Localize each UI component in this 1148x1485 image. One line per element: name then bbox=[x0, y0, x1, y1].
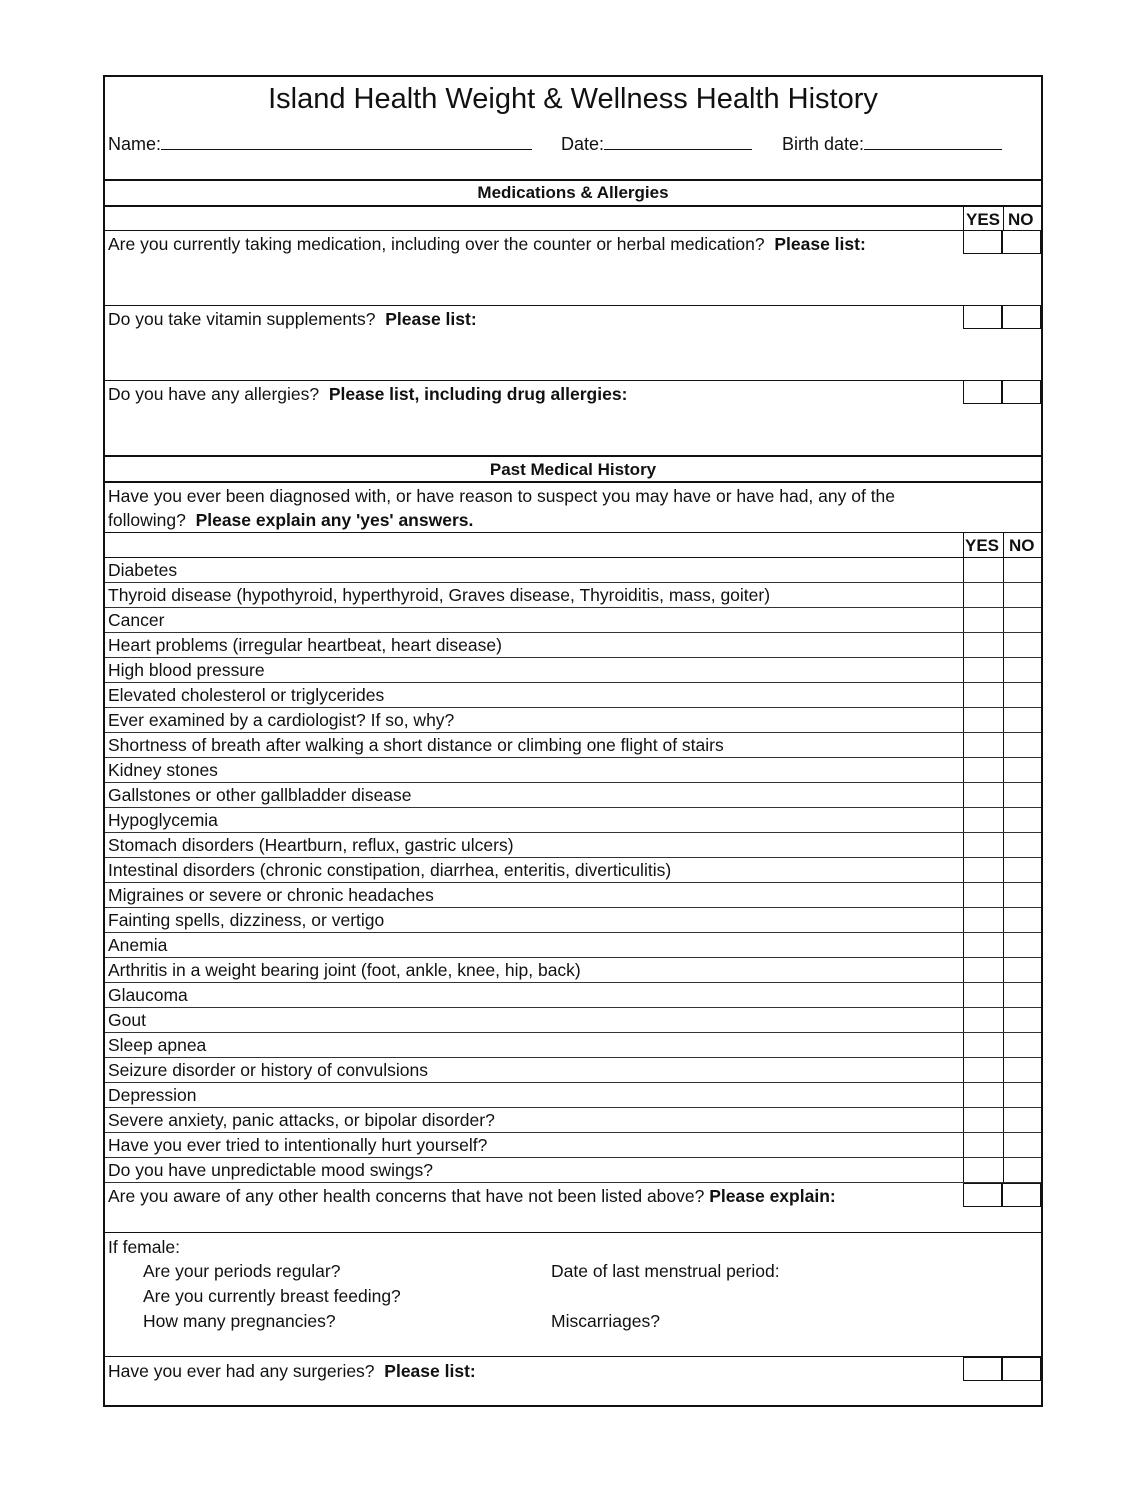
name-label: Name: bbox=[108, 134, 162, 154]
condition-yes-checkbox[interactable] bbox=[964, 708, 1003, 732]
condition-yes-checkbox[interactable] bbox=[964, 1083, 1003, 1107]
condition-label: Kidney stones bbox=[108, 760, 218, 780]
condition-label: Sleep apnea bbox=[108, 1035, 207, 1055]
no-column-header: NO bbox=[1008, 210, 1034, 229]
condition-list bbox=[105, 558, 1041, 1183]
condition-no-checkbox[interactable] bbox=[1004, 933, 1041, 957]
condition-label: Cancer bbox=[108, 610, 165, 630]
condition-row bbox=[105, 583, 1041, 608]
condition-row bbox=[105, 983, 1041, 1008]
date-label: Date: bbox=[561, 134, 605, 154]
question-instruction: Please list: bbox=[774, 234, 866, 254]
other-concerns-question bbox=[108, 1184, 836, 1208]
question-instruction: Please explain: bbox=[709, 1186, 836, 1206]
condition-label: Have you ever tried to intentionally hurt yourself? bbox=[108, 1135, 488, 1155]
allergy-no-checkbox[interactable] bbox=[1002, 380, 1041, 404]
condition-yes-checkbox[interactable] bbox=[964, 808, 1003, 832]
condition-label: Ever examined by a cardiologist? If so, why? bbox=[108, 710, 455, 730]
condition-no-checkbox[interactable] bbox=[1004, 958, 1041, 982]
divider bbox=[105, 532, 1041, 533]
condition-row bbox=[105, 1158, 1041, 1183]
condition-no-checkbox[interactable] bbox=[1004, 1008, 1041, 1032]
condition-yes-checkbox[interactable] bbox=[964, 1058, 1003, 1082]
condition-row bbox=[105, 808, 1041, 833]
health-history-form bbox=[103, 75, 1043, 1407]
condition-yes-checkbox[interactable] bbox=[964, 1108, 1003, 1132]
condition-yes-checkbox[interactable] bbox=[964, 1008, 1003, 1032]
medications-section-title: Medications & Allergies bbox=[477, 183, 669, 202]
condition-row bbox=[105, 908, 1041, 933]
other-concerns-yes-checkbox[interactable] bbox=[963, 1183, 1002, 1207]
condition-no-checkbox[interactable] bbox=[1004, 908, 1041, 932]
condition-row bbox=[105, 733, 1041, 758]
condition-no-checkbox[interactable] bbox=[1004, 733, 1041, 757]
condition-no-checkbox[interactable] bbox=[1004, 1058, 1041, 1082]
female-heading: If female: bbox=[108, 1237, 180, 1257]
no-column-header: NO bbox=[1009, 536, 1035, 555]
condition-yes-checkbox[interactable] bbox=[964, 1158, 1003, 1182]
condition-no-checkbox[interactable] bbox=[1004, 658, 1041, 682]
condition-yes-checkbox[interactable] bbox=[964, 958, 1003, 982]
history-section-title: Past Medical History bbox=[489, 460, 657, 479]
condition-label: Depression bbox=[108, 1085, 197, 1105]
condition-yes-checkbox[interactable] bbox=[964, 758, 1003, 782]
condition-row bbox=[105, 1083, 1041, 1108]
surgeries-question bbox=[108, 1359, 476, 1383]
condition-row bbox=[105, 1008, 1041, 1033]
condition-label: Shortness of breath after walking a short distance or climbing one flight of stairs bbox=[108, 735, 724, 755]
condition-label: Migraines or severe or chronic headaches bbox=[108, 885, 434, 905]
divider bbox=[105, 305, 1041, 306]
condition-no-checkbox[interactable] bbox=[1004, 1133, 1041, 1157]
periods-regular-question: Are your periods regular? bbox=[143, 1261, 341, 1281]
condition-yes-checkbox[interactable] bbox=[964, 858, 1003, 882]
condition-yes-checkbox[interactable] bbox=[964, 658, 1003, 682]
condition-label: Stomach disorders (Heartburn, reflux, gastric ulcers) bbox=[108, 835, 514, 855]
condition-label: Intestinal disorders (chronic constipation, diarrhea, enteritis, diverticulitis) bbox=[108, 860, 672, 880]
condition-no-checkbox[interactable] bbox=[1004, 608, 1041, 632]
condition-yes-checkbox[interactable] bbox=[964, 583, 1003, 607]
condition-row bbox=[105, 608, 1041, 633]
condition-no-checkbox[interactable] bbox=[1004, 783, 1041, 807]
question-text: Are you aware of any other health concerns that have not been listed above? bbox=[108, 1186, 705, 1206]
condition-row bbox=[105, 783, 1041, 808]
yes-column-header: YES bbox=[965, 536, 1000, 555]
condition-yes-checkbox[interactable] bbox=[964, 833, 1003, 857]
date-field[interactable] bbox=[561, 132, 752, 155]
condition-yes-checkbox[interactable] bbox=[964, 983, 1003, 1007]
condition-label: Heart problems (irregular heartbeat, heart disease) bbox=[108, 635, 502, 655]
condition-no-checkbox[interactable] bbox=[1004, 1108, 1041, 1132]
condition-no-checkbox[interactable] bbox=[1004, 683, 1041, 707]
form-title: Island Health Weight & Wellness Health History bbox=[268, 83, 878, 115]
condition-yes-checkbox[interactable] bbox=[964, 933, 1003, 957]
surgeries-no-checkbox[interactable] bbox=[1002, 1357, 1041, 1381]
condition-yes-checkbox[interactable] bbox=[964, 883, 1003, 907]
question-instruction: Please list, including drug allergies: bbox=[328, 384, 628, 404]
condition-row bbox=[105, 633, 1041, 658]
birth-date-input-line[interactable] bbox=[864, 132, 1002, 150]
name-field[interactable] bbox=[108, 132, 532, 155]
date-input-line[interactable] bbox=[604, 132, 752, 150]
condition-no-checkbox[interactable] bbox=[1004, 633, 1041, 657]
condition-yes-checkbox[interactable] bbox=[964, 608, 1003, 632]
medication-no-checkbox[interactable] bbox=[1002, 230, 1041, 254]
divider bbox=[105, 205, 1041, 207]
condition-no-checkbox[interactable] bbox=[1004, 1033, 1041, 1057]
condition-row bbox=[105, 858, 1041, 883]
condition-label: Hypoglycemia bbox=[108, 810, 218, 830]
medication-yes-checkbox[interactable] bbox=[963, 230, 1002, 254]
other-concerns-no-checkbox[interactable] bbox=[1002, 1183, 1041, 1207]
column-divider bbox=[1003, 533, 1004, 557]
medication-question bbox=[108, 232, 866, 256]
condition-yes-checkbox[interactable] bbox=[964, 908, 1003, 932]
condition-no-checkbox[interactable] bbox=[1004, 1083, 1041, 1107]
vitamin-yes-checkbox[interactable] bbox=[963, 305, 1002, 329]
condition-row bbox=[105, 558, 1041, 583]
intro-text: following? bbox=[108, 510, 186, 530]
history-intro-line2 bbox=[108, 508, 473, 532]
condition-no-checkbox[interactable] bbox=[1004, 983, 1041, 1007]
miscarriages-question: Miscarriages? bbox=[551, 1311, 660, 1331]
condition-label: Arthritis in a weight bearing joint (foot, ankle, knee, hip, back) bbox=[108, 960, 581, 980]
divider bbox=[105, 481, 1041, 483]
history-intro-line1: Have you ever been diagnosed with, or have reason to suspect you may have or have had, any of the bbox=[108, 486, 896, 506]
condition-row bbox=[105, 683, 1041, 708]
condition-row bbox=[105, 758, 1041, 783]
condition-label: Do you have unpredictable mood swings? bbox=[108, 1160, 433, 1180]
condition-label: Fainting spells, dizziness, or vertigo bbox=[108, 910, 385, 930]
condition-row bbox=[105, 958, 1041, 983]
condition-no-checkbox[interactable] bbox=[1004, 708, 1041, 732]
condition-no-checkbox[interactable] bbox=[1004, 883, 1041, 907]
intro-instruction: Please explain any 'yes' answers. bbox=[195, 510, 474, 530]
condition-row bbox=[105, 1108, 1041, 1133]
condition-row bbox=[105, 833, 1041, 858]
birth-date-label: Birth date: bbox=[782, 134, 865, 154]
row-divider bbox=[105, 1182, 1041, 1183]
condition-row bbox=[105, 1033, 1041, 1058]
condition-row bbox=[105, 933, 1041, 958]
column-divider bbox=[963, 207, 964, 231]
condition-yes-checkbox[interactable] bbox=[964, 733, 1003, 757]
divider bbox=[105, 1232, 1041, 1233]
condition-no-checkbox[interactable] bbox=[1004, 1158, 1041, 1182]
condition-yes-checkbox[interactable] bbox=[964, 633, 1003, 657]
condition-no-checkbox[interactable] bbox=[1004, 758, 1041, 782]
condition-label: Severe anxiety, panic attacks, or bipolar disorder? bbox=[108, 1110, 495, 1130]
condition-row bbox=[105, 658, 1041, 683]
pregnancies-question: How many pregnancies? bbox=[143, 1311, 336, 1331]
question-text: Do you take vitamin supplements? bbox=[108, 309, 376, 329]
divider bbox=[105, 380, 1041, 381]
condition-yes-checkbox[interactable] bbox=[964, 783, 1003, 807]
condition-row bbox=[105, 1058, 1041, 1083]
question-text: Do you have any allergies? bbox=[108, 384, 320, 404]
condition-label: Anemia bbox=[108, 935, 168, 955]
condition-label: Thyroid disease (hypothyroid, hyperthyroid, Graves disease, Thyroiditis, mass, goiter) bbox=[108, 585, 771, 605]
divider bbox=[105, 230, 1041, 231]
condition-label: Gout bbox=[108, 1010, 146, 1030]
question-instruction: Please list: bbox=[384, 1361, 476, 1381]
condition-label: Glaucoma bbox=[108, 985, 188, 1005]
condition-label: High blood pressure bbox=[108, 660, 265, 680]
question-instruction: Please list: bbox=[385, 309, 477, 329]
allergy-yes-checkbox[interactable] bbox=[963, 380, 1002, 404]
yes-column-header: YES bbox=[966, 210, 1001, 229]
last-period-question: Date of last menstrual period: bbox=[551, 1261, 780, 1281]
condition-no-checkbox[interactable] bbox=[1004, 858, 1041, 882]
condition-label: Elevated cholesterol or triglycerides bbox=[108, 685, 385, 705]
condition-no-checkbox[interactable] bbox=[1004, 558, 1041, 582]
condition-label: Seizure disorder or history of convulsions bbox=[108, 1060, 429, 1080]
condition-no-checkbox[interactable] bbox=[1004, 583, 1041, 607]
column-divider bbox=[963, 533, 964, 557]
condition-label: Diabetes bbox=[108, 560, 178, 580]
surgeries-yes-checkbox[interactable] bbox=[963, 1357, 1002, 1381]
breast-feeding-question: Are you currently breast feeding? bbox=[143, 1286, 401, 1306]
condition-yes-checkbox[interactable] bbox=[964, 1033, 1003, 1057]
condition-no-checkbox[interactable] bbox=[1004, 808, 1041, 832]
condition-yes-checkbox[interactable] bbox=[964, 558, 1003, 582]
condition-row bbox=[105, 883, 1041, 908]
vitamin-no-checkbox[interactable] bbox=[1002, 305, 1041, 329]
condition-no-checkbox[interactable] bbox=[1004, 833, 1041, 857]
allergy-question bbox=[108, 382, 627, 406]
condition-row bbox=[105, 708, 1041, 733]
condition-yes-checkbox[interactable] bbox=[964, 683, 1003, 707]
name-input-line[interactable] bbox=[161, 132, 532, 150]
question-text: Have you ever had any surgeries? bbox=[108, 1361, 375, 1381]
column-divider bbox=[1003, 207, 1004, 231]
condition-row bbox=[105, 1133, 1041, 1158]
vitamin-question bbox=[108, 307, 477, 331]
condition-label: Gallstones or other gallbladder disease bbox=[108, 785, 412, 805]
question-text: Are you currently taking medication, including over the counter or herbal medication? bbox=[108, 234, 765, 254]
birth-date-field[interactable] bbox=[782, 132, 1002, 155]
divider bbox=[105, 455, 1041, 457]
divider bbox=[105, 1356, 1041, 1357]
condition-yes-checkbox[interactable] bbox=[964, 1133, 1003, 1157]
